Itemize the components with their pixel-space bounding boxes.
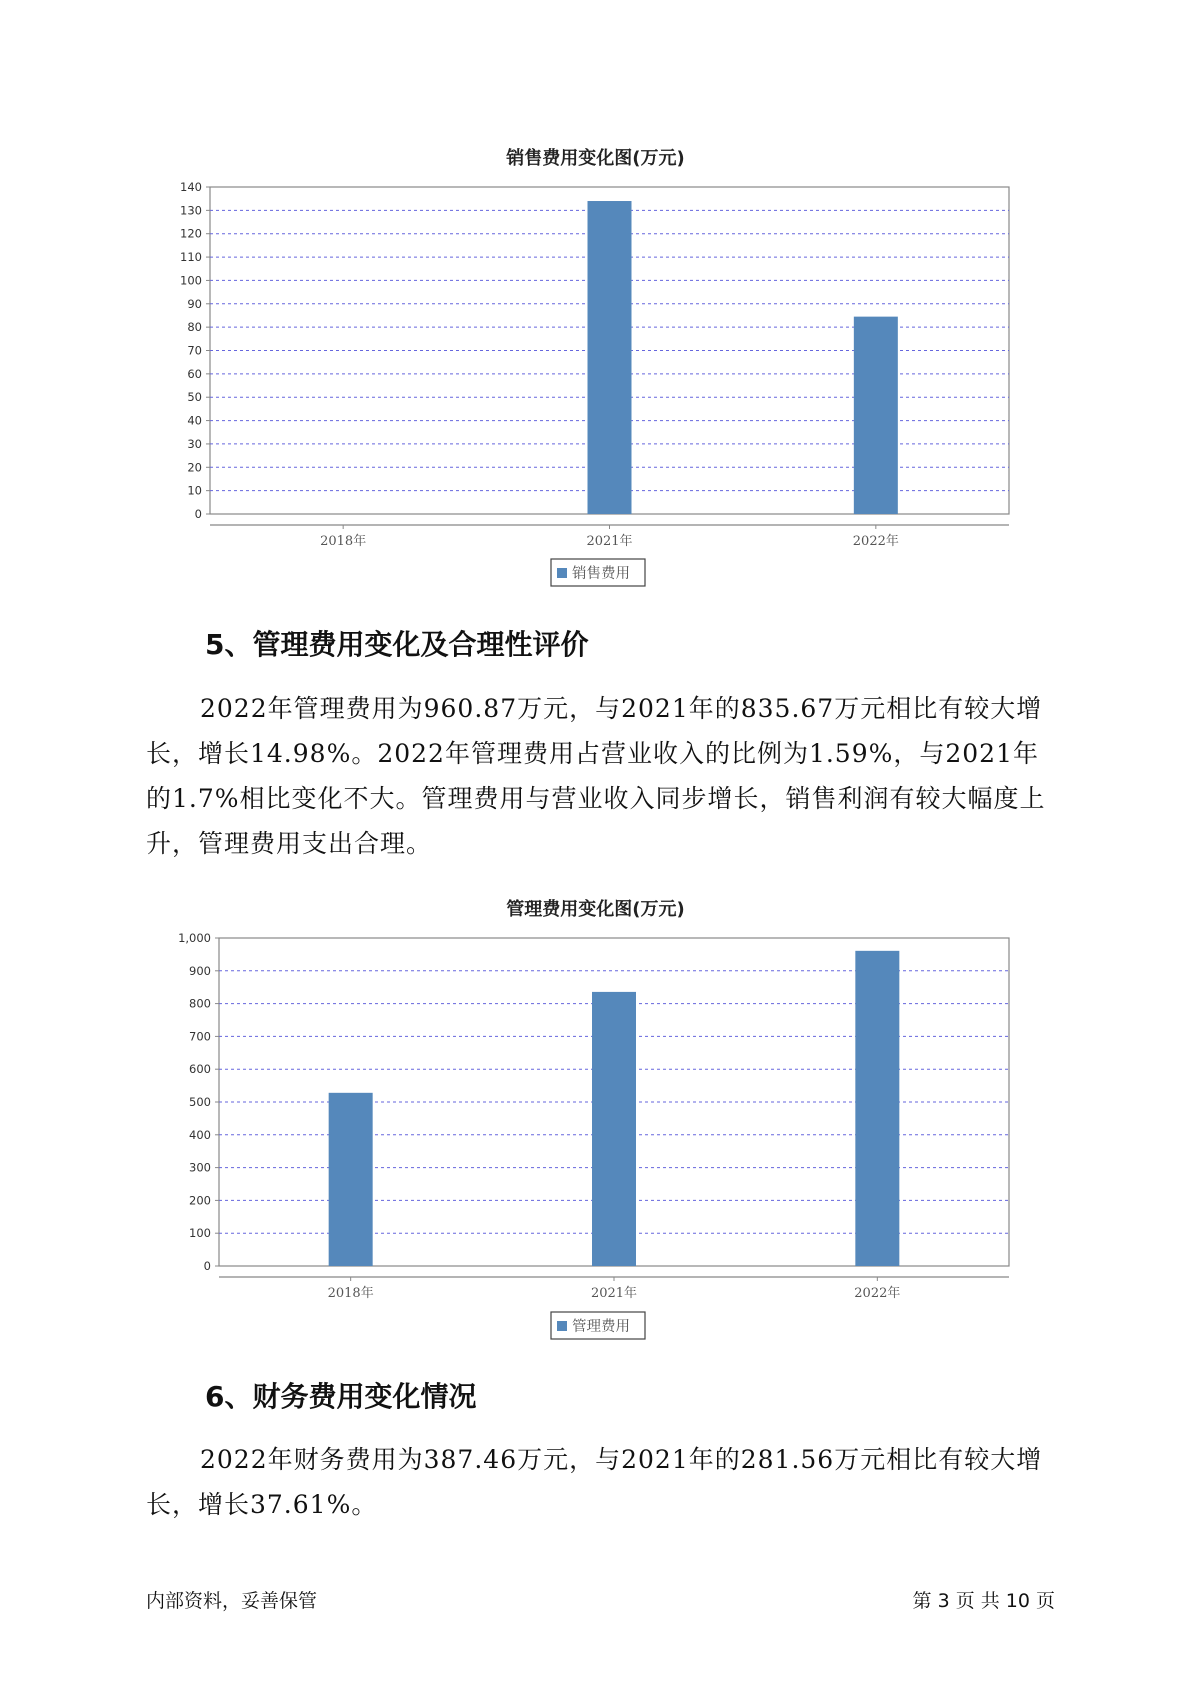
legend-label: 管理费用 xyxy=(572,1319,630,1335)
y-tick-label: 400 xyxy=(189,1127,211,1142)
y-tick-label: 800 xyxy=(189,996,211,1011)
legend-swatch xyxy=(557,1321,567,1331)
y-tick-label: 200 xyxy=(189,1193,211,1208)
bar-2021年 xyxy=(592,992,636,1266)
y-tick-label: 80 xyxy=(187,320,202,335)
y-tick-label: 10 xyxy=(187,483,202,498)
y-tick-label: 120 xyxy=(180,226,202,241)
section6-heading: 6、财务费用变化情况 xyxy=(205,1380,477,1413)
y-tick-label: 60 xyxy=(187,366,202,381)
section5-heading: 5、管理费用变化及合理性评价 xyxy=(205,628,589,661)
y-tick-label: 500 xyxy=(189,1095,211,1109)
y-tick-label: 1,000 xyxy=(178,931,211,945)
y-tick-label: 20 xyxy=(187,460,202,475)
y-tick-label: 70 xyxy=(187,343,202,358)
x-tick-label: 2022年 xyxy=(854,1286,901,1301)
y-tick-label: 90 xyxy=(187,296,202,311)
y-tick-label: 0 xyxy=(194,507,202,521)
bar-2022年 xyxy=(855,951,899,1266)
sales-expense-chart xyxy=(0,180,1191,620)
legend-swatch xyxy=(557,568,567,578)
y-tick-label: 0 xyxy=(203,1259,211,1273)
x-tick-label: 2018年 xyxy=(320,534,367,549)
bar-2021年 xyxy=(588,201,632,514)
y-tick-label: 100 xyxy=(180,273,202,288)
bar-2022年 xyxy=(854,317,898,514)
legend xyxy=(551,559,645,586)
footer-left: 内部资料，妥善保管 xyxy=(146,1590,318,1612)
y-tick-label: 30 xyxy=(187,436,202,451)
footer-page-number: 第 3 页 共 10 页 xyxy=(912,1590,1055,1612)
section5-paragraph: 2022年管理费用为960.87万元，与2021年的835.67万元相比有较大增长，增长14.98%。2022年管理费用占营业收入的比例为1.59%，与2021年的1.7%相比变化不大。管理费用与营业收入同步增长，销售利润有较大幅度上升，管理费用支出合理。 xyxy=(146,694,1046,858)
y-tick-label: 140 xyxy=(180,180,202,194)
x-tick-label: 2021年 xyxy=(586,534,633,549)
y-tick-label: 40 xyxy=(187,413,202,428)
legend-label: 销售费用 xyxy=(572,566,630,582)
y-tick-label: 110 xyxy=(180,250,202,265)
y-tick-label: 100 xyxy=(189,1226,211,1241)
x-tick-label: 2022年 xyxy=(852,534,899,549)
legend xyxy=(551,1312,645,1339)
section6-paragraph: 2022年财务费用为387.46万元，与2021年的281.56万元相比有较大增长，增长37.61%。 xyxy=(146,1445,1043,1519)
chart1-title: 销售费用变化图(万元) xyxy=(506,148,685,169)
x-tick-label: 2021年 xyxy=(590,1286,638,1301)
y-tick-label: 300 xyxy=(189,1160,211,1175)
bar-2018年 xyxy=(329,1093,373,1266)
y-tick-label: 50 xyxy=(187,390,202,405)
y-tick-label: 700 xyxy=(189,1029,211,1044)
management-expense-chart xyxy=(0,930,1191,1370)
y-tick-label: 600 xyxy=(189,1062,211,1077)
y-tick-label: 130 xyxy=(180,203,202,218)
x-tick-label: 2018年 xyxy=(327,1286,374,1301)
chart2-title: 管理费用变化图(万元) xyxy=(506,899,685,920)
y-tick-label: 900 xyxy=(189,963,211,978)
